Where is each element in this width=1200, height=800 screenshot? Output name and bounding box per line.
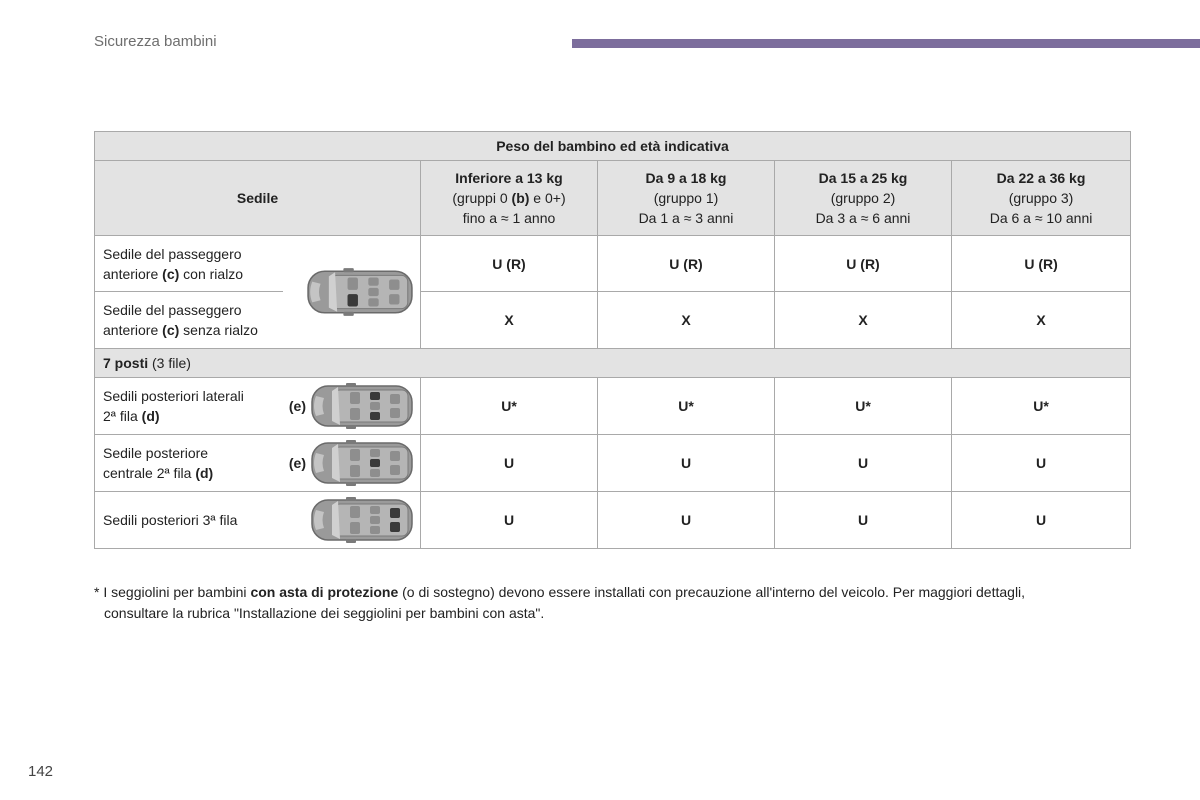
note-label: (e): [288, 455, 306, 471]
table-cell: U*: [421, 378, 598, 435]
table-cell: U: [598, 435, 775, 492]
table-cell: U: [775, 435, 952, 492]
table-row: [95, 236, 1131, 292]
table-cell: U: [775, 492, 952, 549]
table-cell: X: [421, 292, 598, 349]
table-row: [95, 378, 1131, 435]
page-number: 142: [28, 763, 54, 780]
seat-header: Sedile: [95, 161, 421, 236]
car-third-row-icon: [310, 496, 414, 544]
table-cell: U: [421, 492, 598, 549]
table-cell: U*: [598, 378, 775, 435]
row-label: Sedili posteriori 3ª fila: [95, 492, 283, 549]
group-label: 7 posti (3 file): [95, 349, 1131, 378]
table-cell: U: [598, 492, 775, 549]
table-cell: U: [952, 435, 1131, 492]
car-diagram: [283, 492, 421, 549]
table-cell: U: [952, 492, 1131, 549]
car-second-row-center-icon: [310, 439, 414, 487]
group-row: [95, 349, 1131, 378]
table-cell: U: [421, 435, 598, 492]
column-header-2: Da 15 a 25 kg (gruppo 2) Da 3 a ≈ 6 anni: [775, 161, 952, 236]
row-label: Sedile posteriore centrale 2ª fila (d): [95, 435, 283, 492]
column-header-0: Inferiore a 13 kg (gruppi 0 (b) e 0+) fino a ≈ 1 anno: [421, 161, 598, 236]
row-label: Sedile del passeggero anteriore (c) senza rialzo: [95, 292, 283, 349]
weight-header: Peso del bambino ed età indicativa: [95, 132, 1131, 161]
table-cell: U*: [952, 378, 1131, 435]
table-row: [95, 492, 1131, 549]
header-accent-bar: [572, 39, 1200, 48]
table-row: [95, 435, 1131, 492]
table-cell: U (R): [421, 236, 598, 292]
table-cell: X: [775, 292, 952, 349]
table-cell: X: [598, 292, 775, 349]
table-cell: X: [952, 292, 1131, 349]
car-diagram: [283, 435, 421, 492]
car-diagram: [283, 378, 421, 435]
note-label: (e): [288, 398, 306, 414]
car-second-row-lateral-icon: [310, 382, 414, 430]
car-front-seat-icon: [306, 267, 414, 317]
section-title: Sicurezza bambini: [94, 33, 217, 50]
table-cell: U (R): [775, 236, 952, 292]
table-row: [95, 292, 1131, 349]
table-cell: U (R): [598, 236, 775, 292]
row-label: Sedile del passeggero anteriore (c) con rialzo: [95, 236, 283, 292]
column-header-3: Da 22 a 36 kg (gruppo 3) Da 6 a ≈ 10 anni: [952, 161, 1131, 236]
child-seat-table: [94, 131, 1131, 549]
table-cell: U*: [775, 378, 952, 435]
footnote: * I seggiolini per bambini con asta di protezione (o di sostegno) devono essere installati con precauzione all'interno del veicolo. Per maggiori dettagli, consultare la rubrica "Installazione dei seggiolini per bambini con asta".: [94, 584, 1026, 621]
row-label: Sedili posteriori laterali 2ª fila (d): [95, 378, 283, 435]
car-diagram: [283, 236, 421, 349]
table-cell: U (R): [952, 236, 1131, 292]
column-header-1: Da 9 a 18 kg (gruppo 1) Da 1 a ≈ 3 anni: [598, 161, 775, 236]
